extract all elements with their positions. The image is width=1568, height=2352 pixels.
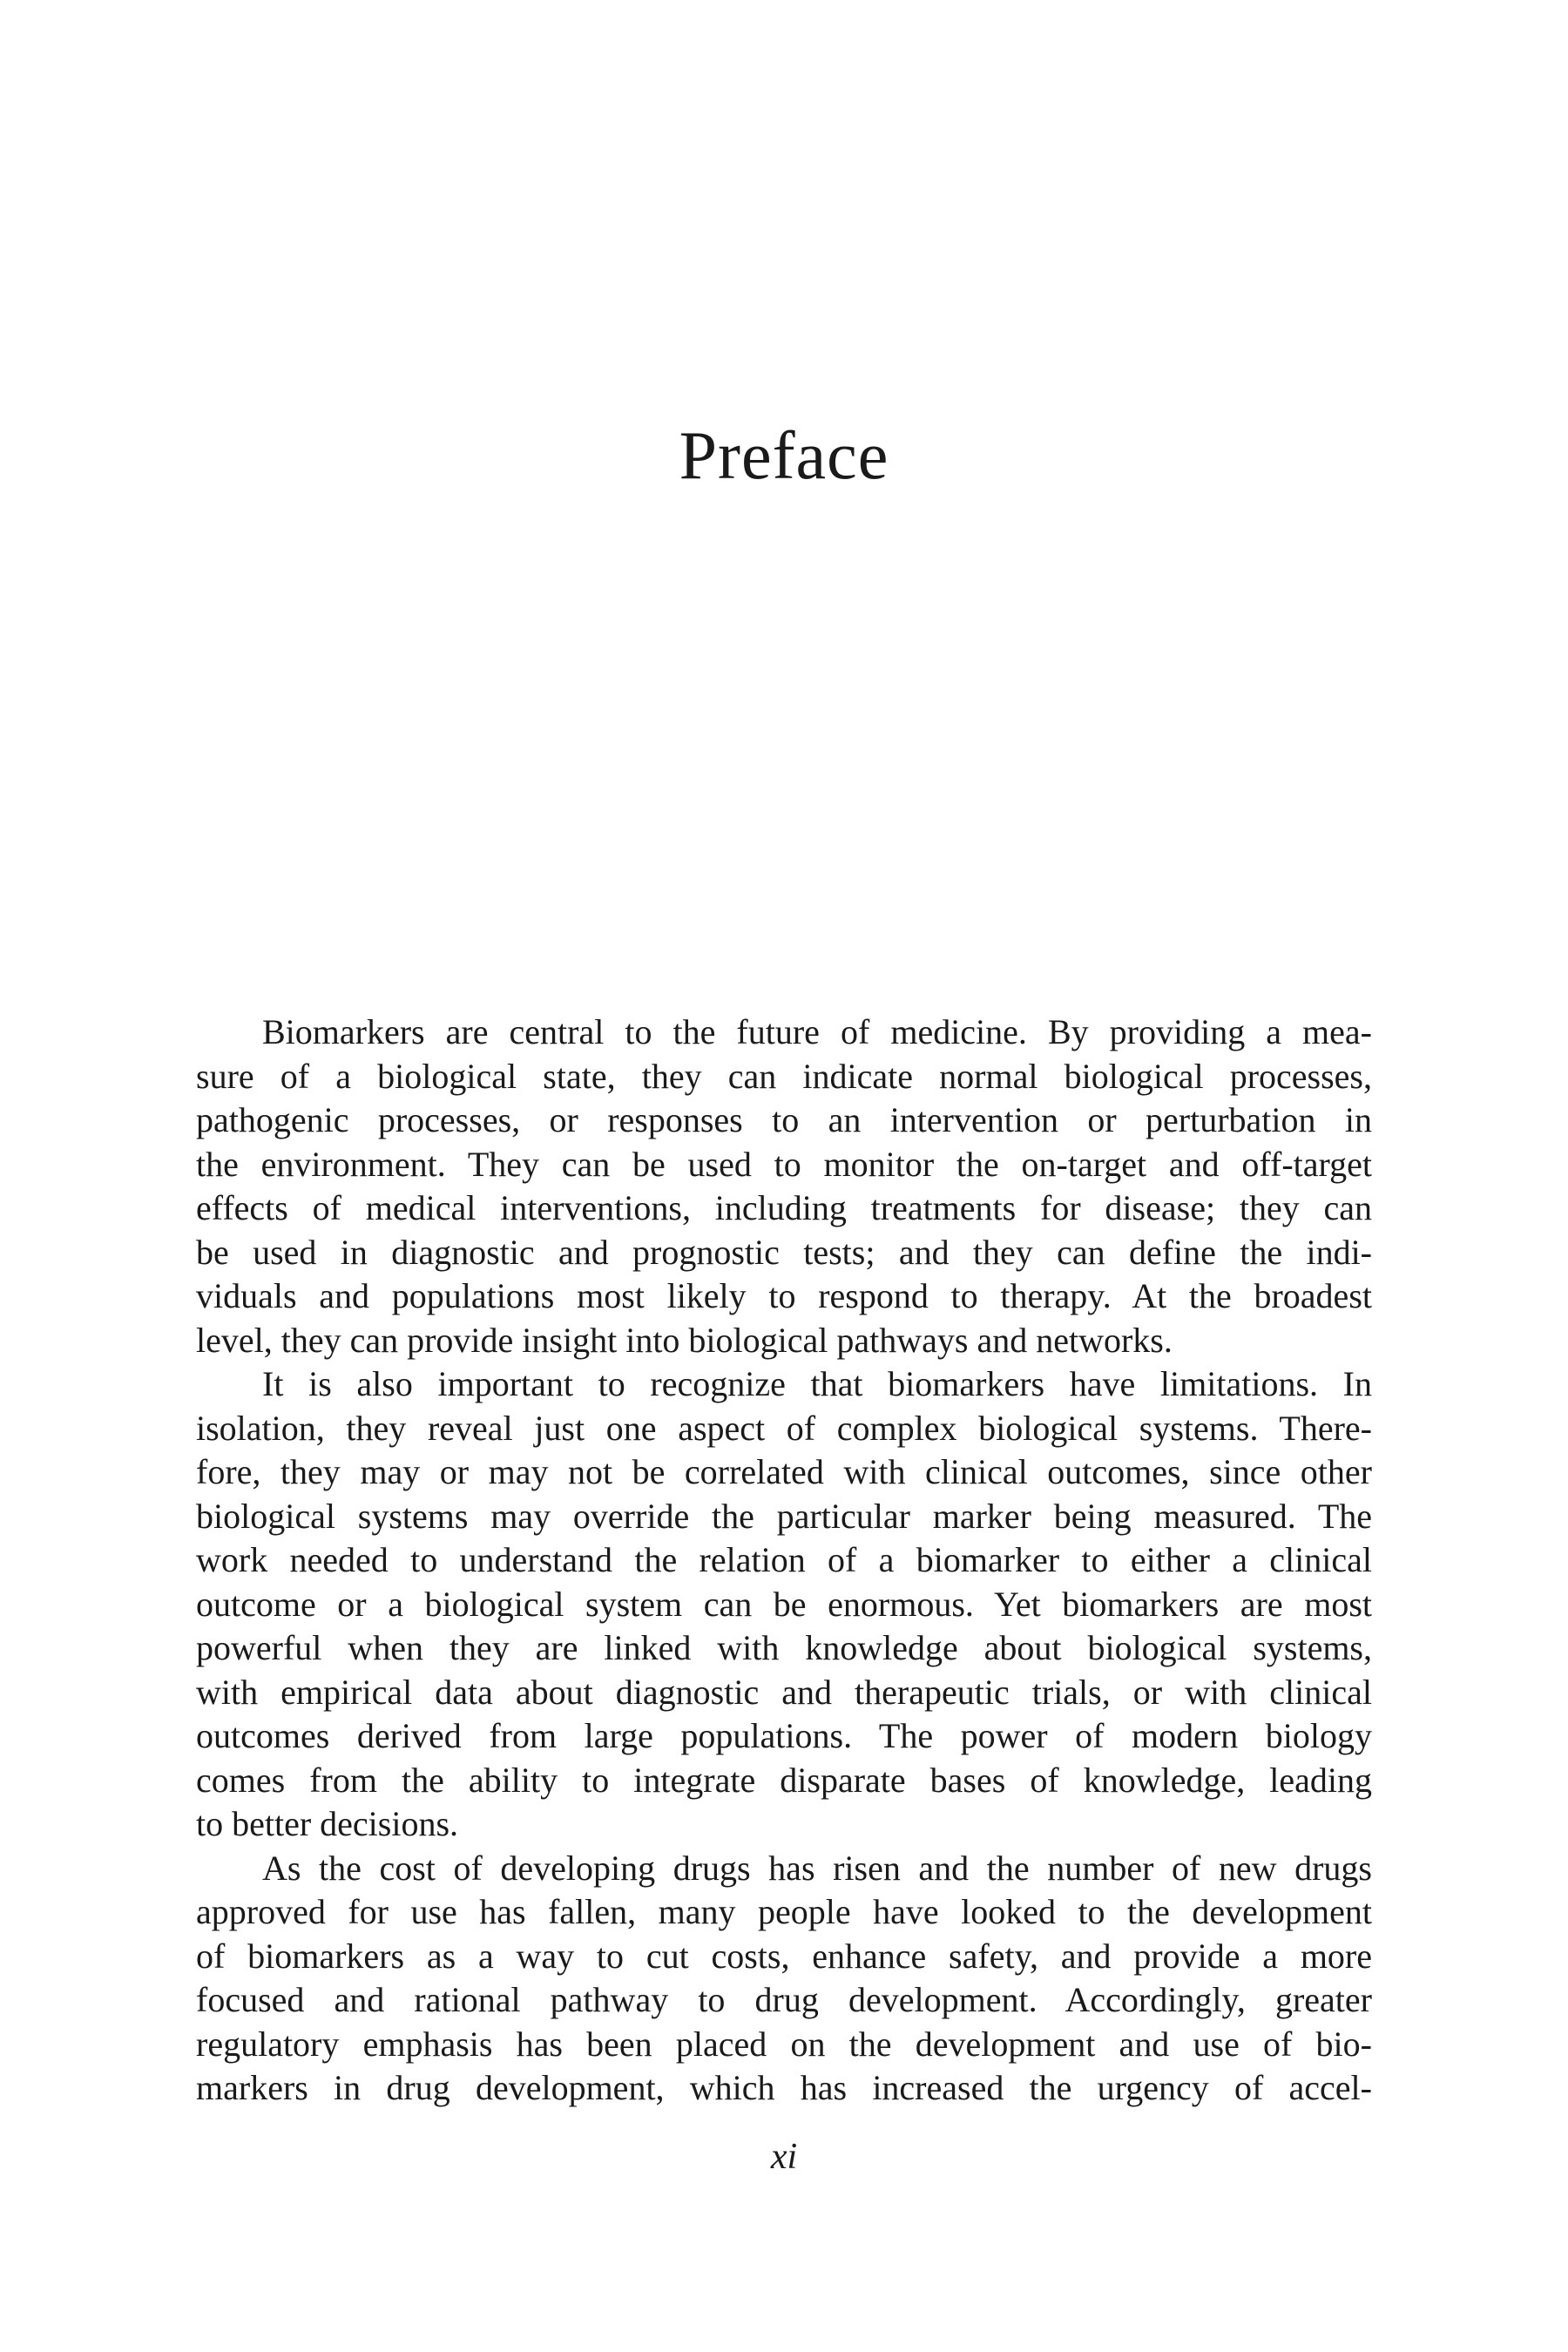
- paragraph-2-line: biological systems may override the particular marker being measured. The: [196, 1496, 1372, 1536]
- paragraph-2-line: It is also important to recognize that biomarkers have limitations. In: [262, 1364, 1372, 1403]
- paragraph-1-line: viduals and populations most likely to respond to therapy. At the broadest: [196, 1276, 1372, 1315]
- paragraph-2-line: work needed to understand the relation of a biomarker to either a clinical: [196, 1540, 1372, 1579]
- paragraph-2-line: isolation, they reveal just one aspect of complex biological systems. There-: [196, 1408, 1372, 1448]
- paragraph-1-line: be used in diagnostic and prognostic tests; and they can define the indi-: [196, 1232, 1372, 1272]
- paragraph-1-line: pathogenic processes, or responses to an intervention or perturbation in: [196, 1100, 1372, 1139]
- paragraph-3-line: regulatory emphasis has been placed on the development and use of bio-: [196, 2024, 1372, 2064]
- paragraph-3-line: approved for use has fallen, many people have looked to the development: [196, 1892, 1372, 1931]
- preface-body: [196, 1010, 1372, 2111]
- paragraph-3-line: As the cost of developing drugs has risen and the number of new drugs: [262, 1848, 1372, 1888]
- page-title: Preface: [679, 417, 889, 493]
- paragraph-3-line: of biomarkers as a way to cut costs, enhance safety, and provide a more: [196, 1936, 1372, 1976]
- paragraph-2-line: powerful when they are linked with knowledge about biological systems,: [196, 1628, 1372, 1667]
- paragraph-1-line: Biomarkers are central to the future of medicine. By providing a mea-: [262, 1012, 1372, 1051]
- paragraph-3-line: markers in drug development, which has increased the urgency of accel-: [196, 2068, 1372, 2107]
- paragraph-2-line: outcome or a biological system can be enormous. Yet biomarkers are most: [196, 1584, 1372, 1624]
- paragraph-2-line: fore, they may or may not be correlated with clinical outcomes, since other: [196, 1452, 1372, 1491]
- paragraph-3-line: focused and rational pathway to drug development. Accordingly, greater: [196, 1980, 1372, 2019]
- paragraph-1-line: the environment. They can be used to monitor the on-target and off-target: [196, 1144, 1372, 1184]
- paragraph-1-line: effects of medical interventions, including treatments for disease; they can: [196, 1188, 1372, 1227]
- paragraph-2-line: to better decisions.: [196, 1804, 459, 1843]
- paragraph-2-line: outcomes derived from large populations. The power of modern biology: [196, 1716, 1372, 1755]
- paragraph-1-line: level, they can provide insight into biological pathways and networks.: [196, 1320, 1173, 1360]
- paragraph-1-line: sure of a biological state, they can indicate normal biological processes,: [196, 1056, 1372, 1096]
- page-number: xi: [770, 2137, 798, 2177]
- paragraph-2-line: with empirical data about diagnostic and therapeutic trials, or with clinical: [196, 1672, 1372, 1712]
- paragraph-2-line: comes from the ability to integrate disparate bases of knowledge, leading: [196, 1760, 1372, 1800]
